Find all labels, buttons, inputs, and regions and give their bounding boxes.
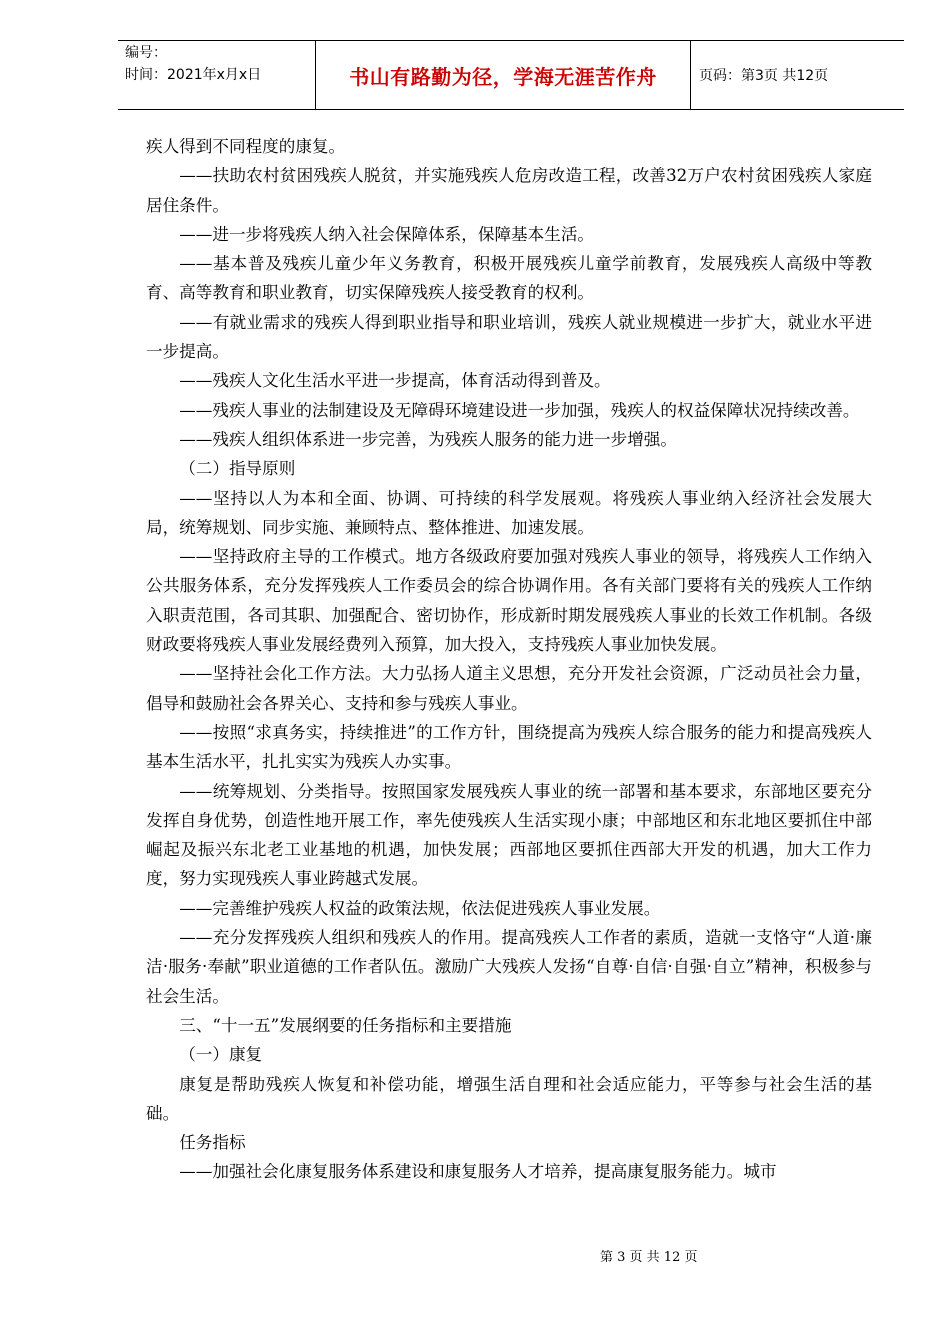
paragraph: ——残疾人文化生活水平进一步提高，体育活动得到普及。 bbox=[179, 371, 611, 391]
header-meta-cell bbox=[118, 41, 315, 109]
paragraph: ——残疾人组织体系进一步完善，为残疾人服务的能力进一步增强。 bbox=[179, 429, 677, 449]
header-motto-cell bbox=[315, 41, 691, 109]
header-page-info: 页码：第3页 共12页 bbox=[699, 68, 829, 84]
document-time-label: 时间：2021年x月x日 bbox=[125, 67, 262, 83]
document-body bbox=[146, 132, 872, 1187]
paragraph: ——进一步将残疾人纳入社会保障体系，保障基本生活。 bbox=[179, 224, 595, 244]
paragraph: （二）指导原则 bbox=[179, 459, 296, 479]
header-page-cell bbox=[691, 41, 904, 109]
page-header bbox=[118, 40, 904, 110]
paragraph: ——加强社会化康复服务体系建设和康复服务人才培养，提高康复服务能力。城市 bbox=[179, 1162, 777, 1182]
paragraph: （一）康复 bbox=[179, 1045, 263, 1065]
paragraph: ——坚持政府主导的工作模式。地方各级政府要加强对残疾人事业的领导，将残疾人工作纳入公共服务体系，充分发挥残疾人工作委员会的综合协调作用。各有关部门要将有关的残疾人工作纳入职责范围，各司其职、加强配合、密切协作，形成新时期发展残疾人事业的长效工作机制。各级财政要将残疾人事业发展经费列入预算，加大投入，支持残疾人事业加快发展。 bbox=[146, 547, 872, 655]
paragraph: 三、“十一五”发展纲要的任务指标和主要措施 bbox=[179, 1015, 512, 1035]
paragraph: 任务指标 bbox=[179, 1133, 246, 1153]
paragraph: ——残疾人事业的法制建设及无障碍环境建设进一步加强，残疾人的权益保障状况持续改善。 bbox=[179, 400, 860, 420]
paragraph: ——完善维护残疾人权益的政策法规，依法促进残疾人事业发展。 bbox=[179, 898, 661, 918]
page-footer bbox=[600, 1246, 800, 1265]
paragraph: ——坚持社会化工作方法。大力弘扬人道主义思想，充分开发社会资源，广泛动员社会力量，倡导和鼓励社会各界关心、支持和参与残疾人事业。 bbox=[146, 664, 872, 713]
paragraph: 康复是帮助残疾人恢复和补偿功能，增强生活自理和社会适应能力，平等参与社会生活的基础。 bbox=[146, 1074, 872, 1123]
paragraph: ——扶助农村贫困残疾人脱贫，并实施残疾人危房改造工程，改善32万户农村贫困残疾人家庭居住条件。 bbox=[146, 166, 872, 215]
header-motto: 书山有路勤为径，学海无涯苦作舟 bbox=[349, 64, 657, 89]
paragraph: ——统筹规划、分类指导。按照国家发展残疾人事业的统一部署和基本要求，东部地区要充分发挥自身优势，创造性地开展工作，率先使残疾人生活实现小康；中部地区和东北地区要抓住中部崛起及振兴东北老工业基地的机遇，加快发展；西部地区要抓住西部大开发的机遇，加大工作力度，努力实现残疾人事业跨越式发展。 bbox=[146, 781, 872, 889]
footer-page-number: 第 3 页 共 12 页 bbox=[600, 1250, 698, 1265]
paragraph: 疾人得到不同程度的康复。 bbox=[146, 137, 346, 156]
paragraph: ——基本普及残疾儿童少年义务教育，积极开展残疾儿童学前教育，发展残疾人高级中等教育、高等教育和职业教育，切实保障残疾人接受教育的权利。 bbox=[146, 254, 872, 303]
paragraph: ——充分发挥残疾人组织和残疾人的作用。提高残疾人工作者的素质，造就一支恪守“人道·廉洁·服务·奉献”职业道德的工作者队伍。激励广大残疾人发扬“自尊·自信·自强·自立”精神，积极参与社会生活。 bbox=[146, 928, 872, 1006]
paragraph: ——坚持以人为本和全面、协调、可持续的科学发展观。将残疾人事业纳入经济社会发展大局，统筹规划、同步实施、兼顾特点、整体推进、加速发展。 bbox=[146, 488, 872, 537]
paragraph: ——有就业需求的残疾人得到职业指导和职业培训，残疾人就业规模进一步扩大，就业水平进一步提高。 bbox=[146, 312, 872, 362]
document-number-label: 编号： bbox=[125, 45, 167, 61]
paragraph: ——按照“求真务实，持续推进”的工作方针，围绕提高为残疾人综合服务的能力和提高残疾人基本生活水平，扎扎实实为残疾人办实事。 bbox=[146, 722, 872, 772]
